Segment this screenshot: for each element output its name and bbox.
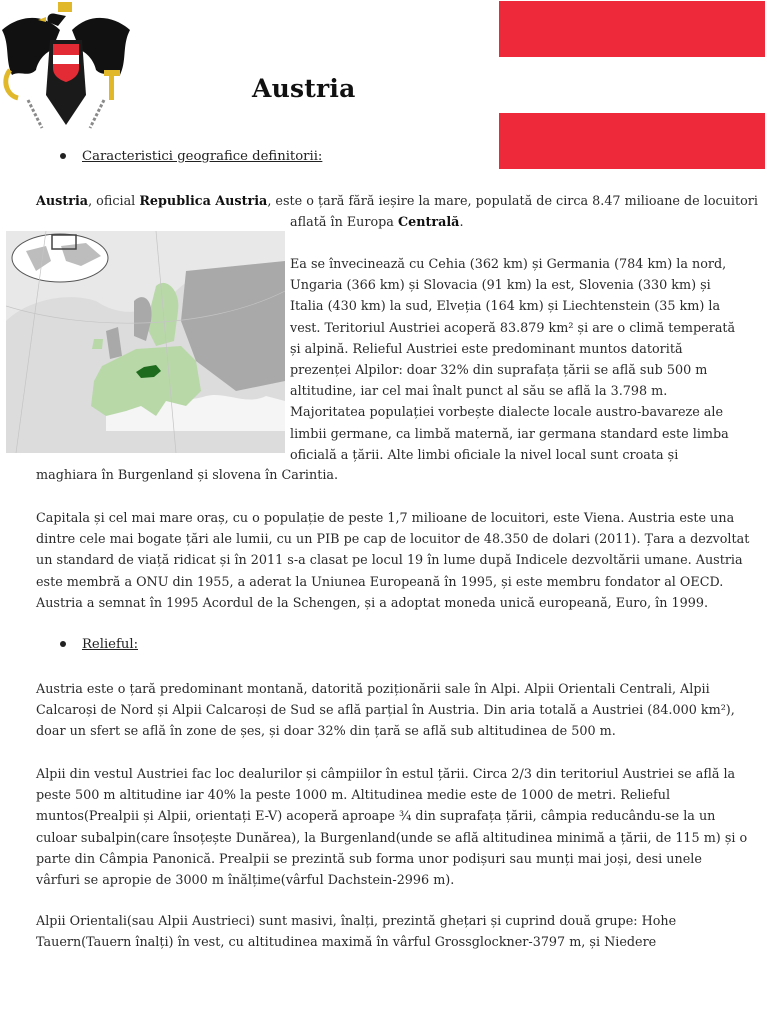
borders-paragraph-tail: maghiara în Burgenland și slovena în Carintia.	[36, 468, 339, 483]
coat-of-arms-image	[0, 0, 132, 134]
section-heading-relief: Relieful:	[60, 637, 138, 652]
relief-paragraph-1: Austria este o țară predominant montană, datorită poziționării sale în Alpi. Alpii Orientali Centrali, Alpii Calcaroși de Nord și Alpii Calcaroși de Sud se află parțial în Austria. Din aria totală a Austriei (84.000 km²), doar un sfert se află în zone de șes, și doar 32% din țară se află sub altitudinea de 500 m.	[36, 682, 735, 740]
borders-paragraph: Ea se învecinează cu Cehia (362 km) și Germania (784 km) la nord, Ungaria (366 km) și Slovacia (91 km) la est, Slovenia (330 km) și Italia (430 km) la sud, Elveția (164 km) și Liechtenstein (35 km) la vest. Teritoriul Austriei acoperă 83.879 km² și are o climă temperată și alpină. Relieful Austriei este predominant muntos datorită prezenței Alpilor: doar 32% din suprafața țării se află sub 500 m altitudine, iar cel mai înalt punct al său se află la 3.798 m. Majoritatea populației vorbește dialecte locale austro-bavareze ale limbii germane, ca limbă maternă, iar germana standard este limba oficială a țării. Alte limbi oficiale la nivel local sunt croata și	[290, 257, 736, 463]
page-title: Austria	[252, 74, 356, 103]
relief-paragraph-3: Alpii Orientali(sau Alpii Austrieci) sunt masivi, înalți, prezintă ghețari și cuprind două grupe: Hohe Tauern(Tauern înalți) în vest, cu altitudinea maximă în vârful Grossglockner-3797 m, și Niedere	[36, 914, 677, 951]
flag-top-red-stripe	[499, 1, 765, 57]
locator-map-image	[6, 231, 285, 453]
flag-bottom-red-stripe	[499, 113, 765, 169]
bullet-icon	[60, 641, 66, 647]
intro-line-2: aflată în Europa Centrală.	[290, 215, 464, 230]
intro-line: Austria, oficial Republica Austria, este o țară fără ieșire la mare, populată de circa 8.47 milioane de locuitori	[36, 194, 758, 209]
relief-paragraph-2: Alpii din vestul Austriei fac loc dealurilor și câmpiilor în estul țării. Circa 2/3 din teritoriul Austriei se află la peste 500 m altitudine iar 40% la peste 1000 m. Altitudinea medie este de 1000 de metri. Relieful muntos(Prealpii și Alpii, orientați E-V) acoperă aproape ¾ din suprafața țării, câmpia reducându-se la un culoar subalpin(care însoțește Dunărea), la Burgenland(unde se află altitudinea minimă a țării, de 115 m) și o parte din Câmpia Panonică. Prealpii se prezintă sub forma unor podișuri sau munți mai joși, desi unele vârfuri se apropie de 3000 m înălțime(vârful Dachstein-2996 m).	[36, 767, 748, 889]
capital-paragraph: Capitala și cel mai mare oraș, cu o populație de peste 1,7 milioane de locuitori, este Viena. Austria este una dintre cele mai bogate țări ale lumii, cu un PIB pe cap de locuitor de 48.350 de dolari (2011). Țara a dezvoltat un standard de viață ridicat și în 2011 s-a clasat pe locul 19 în lume după Indicele dezvoltării umane. Austria este membră a ONU din 1955, a aderat la Uniunea Europeană în 1995, și este membru fondator al OECD. Austria a semnat în 1995 Acordul de la Schengen, și a adoptat moneda unică europeană, Euro, în 1999.	[36, 511, 750, 611]
section-heading-geography: Caracteristici geografice definitorii:	[60, 149, 322, 164]
bullet-icon	[60, 153, 66, 159]
